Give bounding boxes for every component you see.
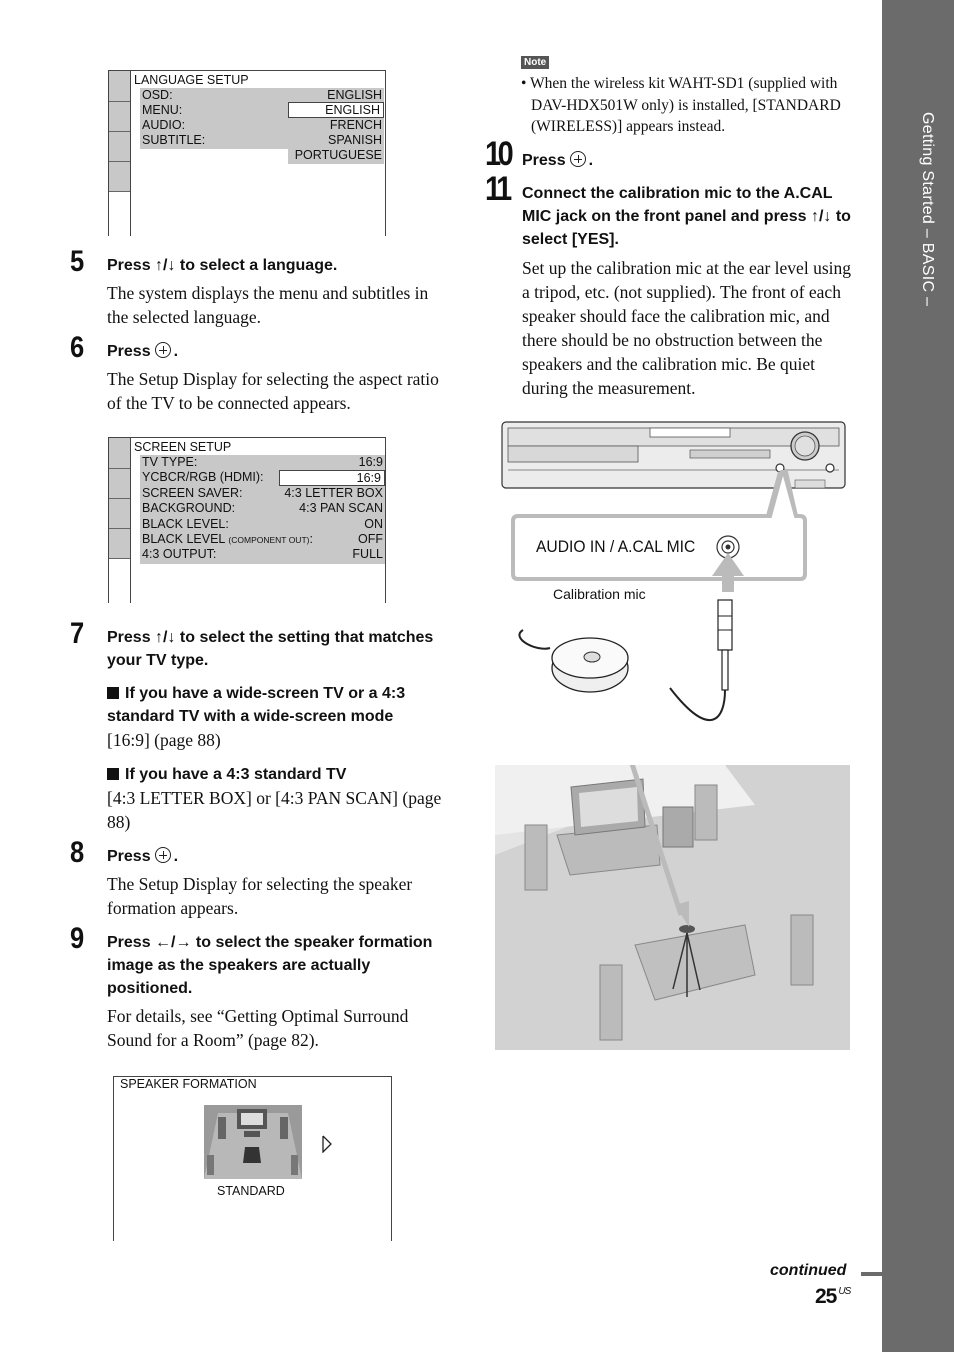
formation-label: STANDARD [217,1184,285,1198]
rear-left-speaker-icon [207,1155,214,1175]
black-level-component-value: OFF [358,532,383,546]
setting-subtitle: SUBTITLE: [142,133,206,147]
room-illustration [495,765,850,1050]
osd-value: ENGLISH [327,88,382,102]
option-french[interactable]: FRENCH [329,118,382,132]
component-out-note: (COMPONENT OUT) [228,535,310,545]
center-speaker-icon [244,1131,260,1137]
step8-heading [107,845,178,868]
step6-heading [107,340,178,363]
step10-period: . [588,152,594,169]
step7-sub1-body: [16:9] (page 88) [107,730,221,750]
step-number-5: 5 [70,245,82,278]
step7-sub1-heading [107,682,447,728]
black-level-text: BLACK LEVEL [142,532,225,546]
mic-label: Calibration mic [553,586,646,602]
subwoofer-icon [663,807,693,847]
tv-type-value: 16:9 [358,455,383,469]
square-bullet-icon [107,768,119,780]
step7-sub2-body: [4:3 LETTER BOX] or [4:3 PAN SCAN] (page 88) [107,788,442,832]
setting-audio: AUDIO: [142,118,186,132]
page-number-value: 25 [815,1285,837,1308]
language-setup-screen [108,70,386,236]
chapter-tab-label: Getting Started – BASIC – [919,112,936,307]
setting-menu: MENU: [142,103,183,117]
option-spanish[interactable]: SPANISH [328,133,382,147]
step11-body: Set up the calibration mic at the ear level using a tripod, etc. (not supplied). The front of each speaker should face the calibration mic, and there should be no obstruction between the speakers and the calibration mic. Be quiet during the measurement. [522,258,851,398]
front-right-speaker-icon [695,785,717,840]
step-number-8: 8 [70,836,82,869]
step-number-9: 9 [70,922,82,955]
sub1-heading-text: If you have a wide-screen TV or a 4:3 standard TV with a wide-screen mode [107,685,406,725]
screen-title: LANGUAGE SETUP [134,73,249,87]
right-arrow-icon[interactable] [321,1135,333,1153]
tripod-mic-icon [679,925,695,933]
step6-press: Press [107,343,151,360]
front-left-speaker-icon [218,1117,226,1139]
front-right-speaker-icon [280,1117,288,1139]
step-number-6: 6 [70,331,82,364]
square-bullet-icon [107,687,119,699]
step9-body: For details, see “Getting Optimal Surround Sound for a Room” (page 82). [107,1006,409,1050]
step7-sub2-heading [107,763,447,786]
rear-right-speaker-icon [291,1155,298,1175]
screen-title: SPEAKER FORMATION [120,1077,257,1091]
step-number-11: 11 [485,170,509,208]
option-portuguese[interactable]: PORTUGUESE [294,148,382,162]
sub2-heading-text: If you have a 4:3 standard TV [125,766,347,783]
speaker-formation-image[interactable] [204,1105,302,1179]
enter-button-icon [155,342,171,358]
setting-tv-type: TV TYPE: [142,455,198,469]
screen-side-strip [109,71,131,236]
setting-background: BACKGROUND: [142,501,236,515]
setting-black-level: BLACK LEVEL: [142,517,229,531]
step5-heading: Press ↑/↓ to select a language. [107,257,338,274]
step8-press: Press [107,848,151,865]
continued-label: continued [770,1262,847,1279]
step8-period: . [173,848,179,865]
front-left-speaker-icon [525,825,547,890]
screen-side-strip [109,438,131,603]
continued-bar [861,1272,882,1276]
step5-body: The system displays the menu and subtitles in the selected language. [107,283,429,327]
screen-title: SCREEN SETUP [134,440,232,454]
option-4-3-pan-scan[interactable]: 4:3 PAN SCAN [299,501,383,515]
step8-body: The Setup Display for selecting the speaker formation appears. [107,874,413,918]
step11-heading: Connect the calibration mic to the A.CAL MIC jack on the front panel and press ↑/↓ to select [YES]. [522,185,851,248]
step10-press: Press [522,152,566,169]
subwoofer-icon [243,1147,261,1163]
step-number-7: 7 [70,617,82,650]
note-text: • When the wireless kit WAHT-SD1 (supplied with DAV-HDX501W only) is installed, [STANDARD (WIRELESS)] appears instead. [521,75,841,135]
rear-right-speaker-icon [791,915,813,985]
page-number [815,1285,850,1309]
step9-heading: Press ←/→ to select the speaker formation image as the speakers are actually positioned. [107,934,433,997]
mic-plug-icon [718,600,732,650]
enter-button-icon [155,847,171,863]
screen-setup-screen [108,437,386,603]
page-region: US [838,1286,851,1297]
step6-body: The Setup Display for selecting the aspect ratio of the TV to be connected appears. [107,369,439,413]
step-number-10: 10 [485,135,511,173]
note-badge: Note [521,56,549,69]
step10-heading [522,149,593,172]
output-value: FULL [352,547,383,561]
step6-period: . [173,343,179,360]
setting-ycbcr-rgb: YCBCR/RGB (HDMI): [142,470,264,484]
speaker-formation-screen [113,1076,392,1241]
enter-button-icon [570,151,586,167]
option-english-selected[interactable]: ENGLISH [288,102,384,118]
black-level-colon: : [309,532,313,546]
option-16-9-selected[interactable]: 16:9 [279,470,385,486]
rear-left-speaker-icon [600,965,622,1040]
setting-osd: OSD: [142,88,173,102]
step7-heading: Press ↑/↓ to select the setting that matches your TV type. [107,629,434,669]
setting-4-3-output: 4:3 OUTPUT: [142,547,217,561]
jack-label: AUDIO IN / A.CAL MIC [536,537,696,556]
option-4-3-letter-box[interactable]: 4:3 LETTER BOX [284,486,383,500]
black-level-value: ON [364,517,383,531]
setting-screen-saver: SCREEN SAVER: [142,486,243,500]
